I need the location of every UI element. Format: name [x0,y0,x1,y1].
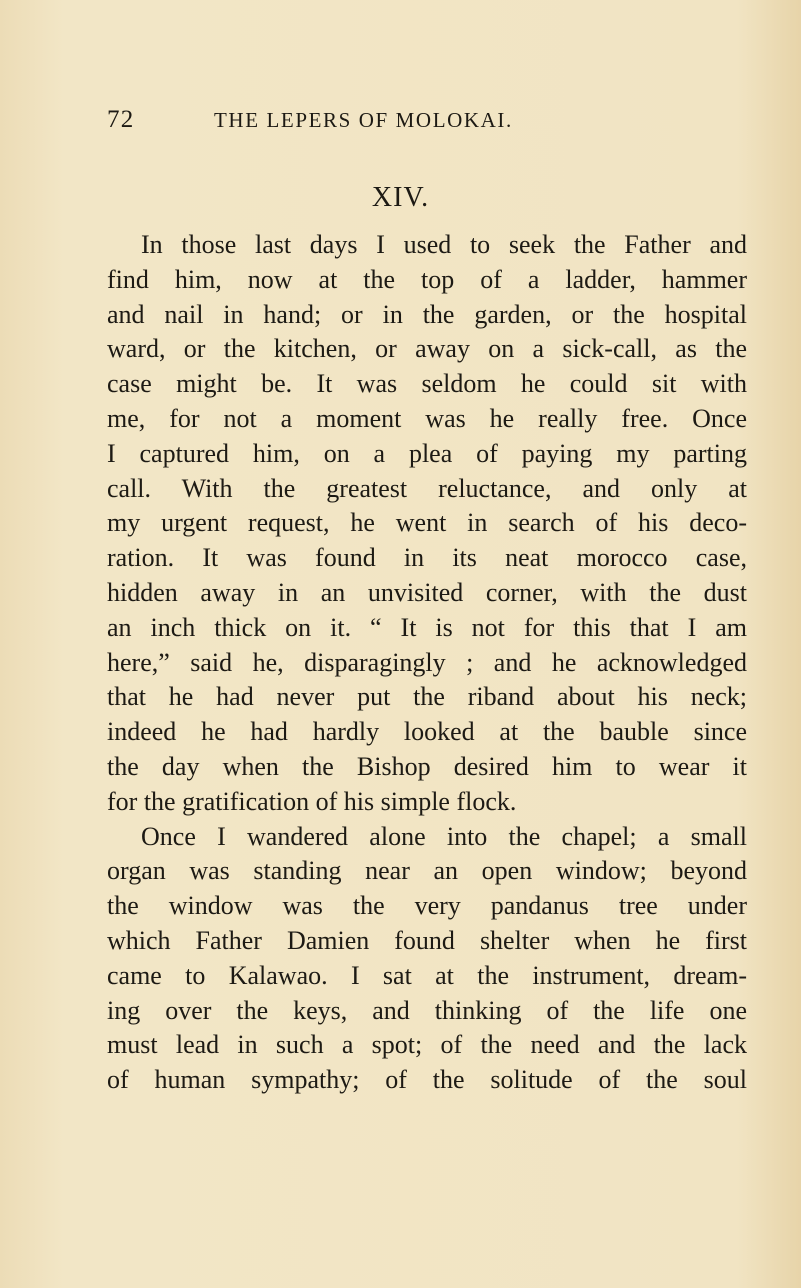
text-line: came to Kalawao. I sat at the instrument, dream- [107,960,747,990]
text-line: which Father Damien found shelter when he first [107,925,747,955]
text-line: my urgent request, he went in search of his deco- [107,508,747,538]
text-line: find him, now at the top of a ladder, hammer [107,264,747,294]
text-line: must lead in such a spot; of the need and the lack [107,1030,747,1060]
text-line: the day when the Bishop desired him to wear it [107,751,747,781]
text-line: In those last days I used to seek the Father and [141,230,747,259]
chapter-heading: XIV. [371,182,430,213]
text-line: that he had never put the riband about his neck; [107,682,747,712]
text-line: me, for not a moment was he really free. Once [107,403,747,433]
text-line: case might be. It was seldom he could sit with [107,369,747,399]
text-line: I captured him, on a plea of paying my parting [107,438,747,468]
text-line: for the gratification of his simple flock. [107,786,517,816]
text-line: ing over the keys, and thinking of the life one [107,995,747,1025]
text-line: and nail in hand; or in the garden, or the hospital [107,299,747,329]
text-line: ward, or the kitchen, or away on a sick-call, as the [107,334,747,364]
text-line: of human sympathy; of the solitude of the soul [107,1065,747,1095]
text-line: the window was the very pandanus tree under [107,891,747,921]
text-line: here,” said he, disparagingly ; and he acknowledged [107,647,747,677]
page-number: 72 [107,106,135,133]
text-line: Once I wandered alone into the chapel; a small [141,821,747,851]
text-line: hidden away in an unvisited corner, with the dust [107,577,747,607]
text-line: ration. It was found in its neat morocco case, [107,543,747,573]
text-line: indeed he had hardly looked at the bauble since [107,717,747,747]
book-title: THE LEPERS OF MOLOKAI. [214,108,513,132]
text-line: organ was standing near an open window; beyond [107,856,747,886]
text-line: call. With the greatest reluctance, and only at [107,473,747,503]
running-head [107,106,747,140]
text-line: an inch thick on it. “ It is not for this that I am [107,612,747,642]
body-text [107,228,747,1098]
